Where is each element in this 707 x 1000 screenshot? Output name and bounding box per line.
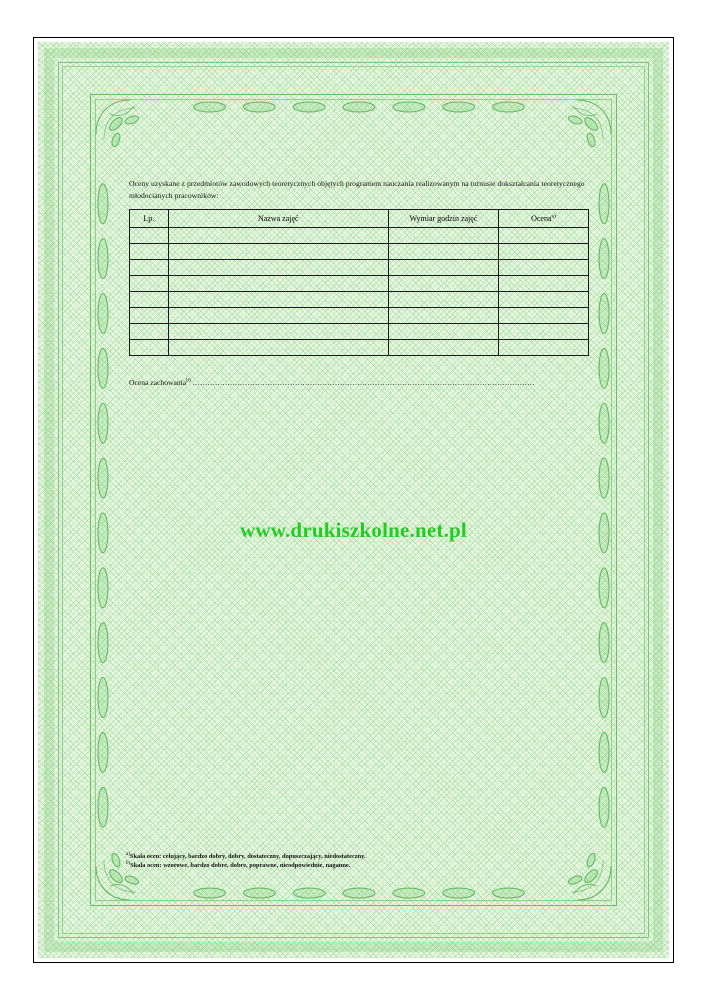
cell-subject[interactable] — [168, 260, 388, 276]
behaviour-fill-line[interactable]: ......................................................................................................................................... — [192, 378, 535, 387]
table-header-row — [130, 210, 589, 228]
behaviour-label: Ocena zachowania — [129, 378, 187, 387]
cell-hours[interactable] — [388, 292, 498, 308]
cell-grade[interactable] — [498, 276, 588, 292]
certificate-content — [129, 178, 599, 387]
cell-grade[interactable] — [498, 292, 588, 308]
cell-subject[interactable] — [168, 276, 388, 292]
cell-hours[interactable] — [388, 324, 498, 340]
footnote-b-text: Skala ocen: wzorowe, bardzo dobre, dobre, poprawne, nieodpowiednie, naganne. — [130, 862, 351, 869]
website-watermark: www.drukiszkolne.net.pl — [240, 518, 467, 542]
behaviour-grade-line — [129, 378, 599, 387]
column-header-grade-label: Ocena — [531, 214, 552, 223]
cell-subject[interactable] — [168, 340, 388, 356]
column-header-subject: Nazwa zajęć — [168, 210, 388, 228]
cell-subject[interactable] — [168, 324, 388, 340]
cell-grade[interactable] — [498, 324, 588, 340]
behaviour-footnote-marker: b) — [186, 378, 191, 384]
footnote-b — [126, 861, 606, 870]
column-header-hours: Wymiar godzin zajęć — [388, 210, 498, 228]
table-row[interactable] — [130, 260, 589, 276]
cell-hours[interactable] — [388, 228, 498, 244]
cell-hours[interactable] — [388, 340, 498, 356]
cell-grade[interactable] — [498, 244, 588, 260]
cell-hours[interactable] — [388, 260, 498, 276]
certificate-sheet — [33, 37, 674, 963]
table-row[interactable] — [130, 324, 589, 340]
footnote-a-text: Skala ocen: celujący, bardzo dobry, dobry, dostateczny, dopuszczający, niedostateczny. — [129, 853, 366, 860]
cell-grade[interactable] — [498, 340, 588, 356]
cell-lp[interactable] — [130, 292, 169, 308]
cell-hours[interactable] — [388, 244, 498, 260]
table-row[interactable] — [130, 292, 589, 308]
table-row[interactable] — [130, 340, 589, 356]
cell-hours[interactable] — [388, 276, 498, 292]
cell-hours[interactable] — [388, 308, 498, 324]
table-row[interactable] — [130, 308, 589, 324]
table-row[interactable] — [130, 244, 589, 260]
intro-paragraph: Oceny uzyskane z przedmiotów zawodowych teoretycznych objętych programem nauczania realizowanym na turnusie dokształcania teoretycznego młodocianych pracowników: — [129, 179, 585, 200]
cell-subject[interactable] — [168, 308, 388, 324]
cell-grade[interactable] — [498, 228, 588, 244]
cell-subject[interactable] — [168, 244, 388, 260]
cell-lp[interactable] — [130, 276, 169, 292]
footnote-b-marker: b) — [126, 860, 131, 866]
cell-lp[interactable] — [130, 308, 169, 324]
cell-subject[interactable] — [168, 228, 388, 244]
table-row[interactable] — [130, 228, 589, 244]
cell-lp[interactable] — [130, 228, 169, 244]
column-header-lp: Lp. — [130, 210, 169, 228]
cell-lp[interactable] — [130, 244, 169, 260]
cell-lp[interactable] — [130, 260, 169, 276]
column-header-grade-footnote-marker: a) — [551, 213, 556, 220]
grades-table-body — [130, 228, 589, 356]
cell-grade[interactable] — [498, 308, 588, 324]
footnote-a — [126, 852, 606, 861]
cell-grade[interactable] — [498, 260, 588, 276]
footnote-a-marker: a) — [126, 851, 130, 857]
cell-lp[interactable] — [130, 340, 169, 356]
cell-subject[interactable] — [168, 292, 388, 308]
column-header-grade — [498, 210, 588, 228]
cell-lp[interactable] — [130, 324, 169, 340]
table-row[interactable] — [130, 276, 589, 292]
grades-table — [129, 209, 589, 356]
footnotes — [126, 852, 606, 870]
